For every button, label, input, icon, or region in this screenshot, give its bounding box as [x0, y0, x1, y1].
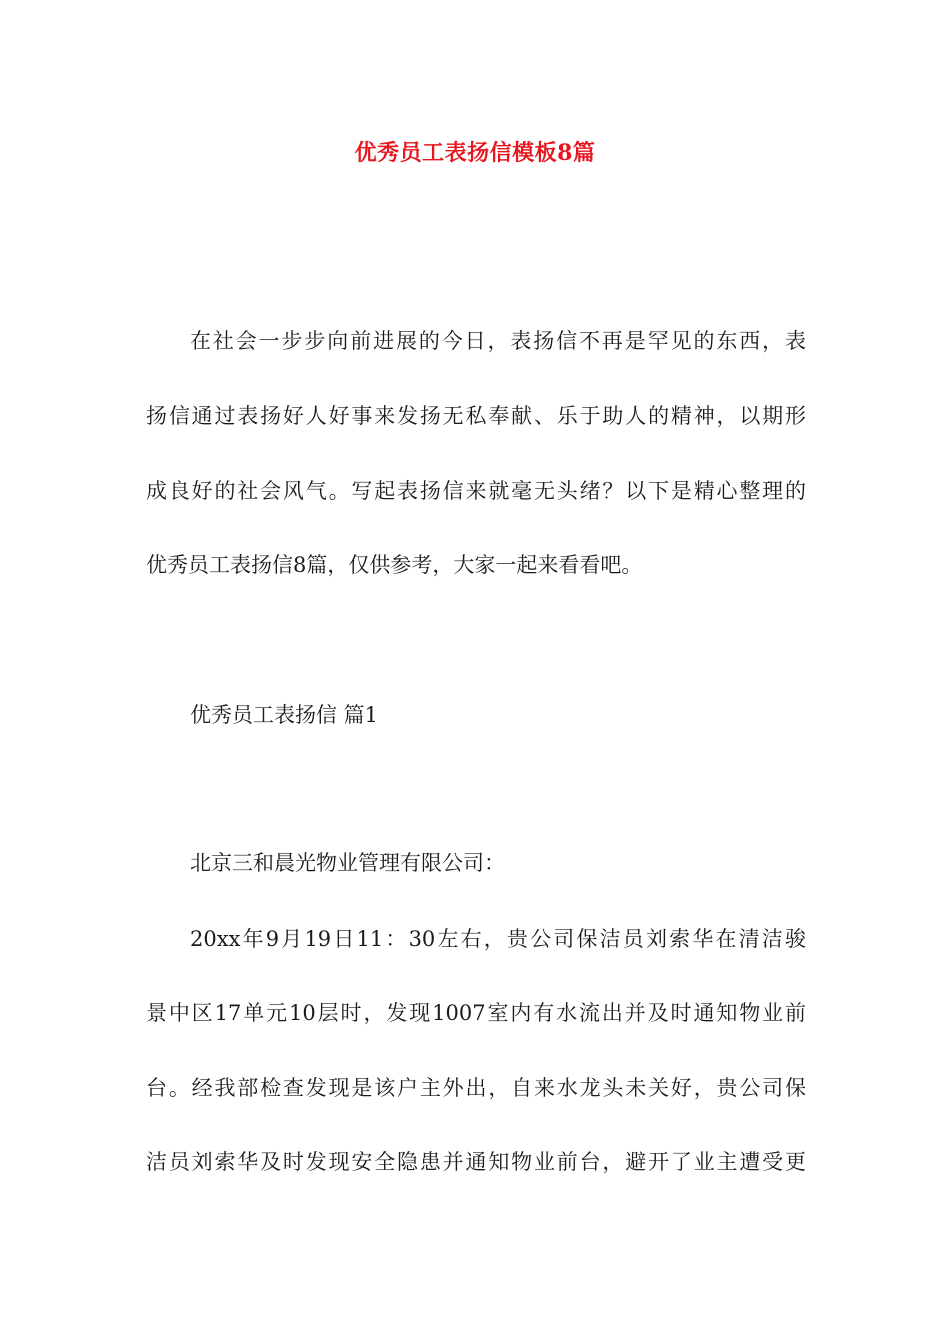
intro-line-2: 扬信通过表扬好人好事来发扬无私奉献、乐于助人的精神，以期形 — [146, 404, 806, 428]
body-line-1: 20xx年9月19日11：30左右，贵公司保洁员刘索华在清洁骏 — [190, 927, 806, 951]
salutation: 北京三和晨光物业管理有限公司： — [190, 851, 505, 875]
section-heading: 优秀员工表扬信 篇1 — [190, 703, 379, 727]
intro-line-1: 在社会一步步向前进展的今日，表扬信不再是罕见的东西，表 — [190, 329, 806, 353]
intro-line-3: 成良好的社会风气。写起表扬信来就毫无头绪？以下是精心整理的 — [146, 479, 806, 503]
body-line-3: 台。经我部检查发现是该户主外出，自来水龙头未关好，贵公司保 — [146, 1076, 806, 1100]
body-line-2: 景中区17单元10层时，发现1007室内有水流出并及时通知物业前 — [146, 1001, 806, 1025]
intro-line-4: 优秀员工表扬信8篇，仅供参考，大家一起来看看吧。 — [146, 553, 643, 577]
body-line-4: 洁员刘索华及时发现安全隐患并通知物业前台，避开了业主遭受更 — [146, 1150, 806, 1174]
document-title: 优秀员工表扬信模板8篇 — [354, 140, 596, 166]
